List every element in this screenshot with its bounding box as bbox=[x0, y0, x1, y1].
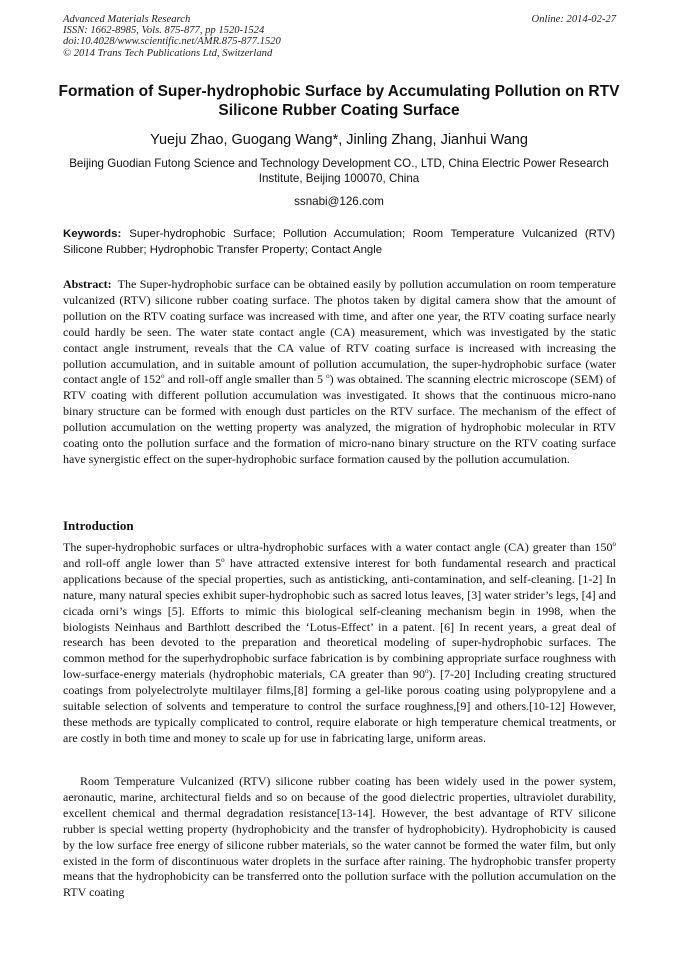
abstract-text-1: The Super-hydrophobic surface can be obtained easily by pollution accumulation on room temperature vulcanized (RTV) silicone rubber coating surface. The photos taken by digital camera show that the amount of pollution on the RTV coating surface was increased with time, and after one year, the RTV coating surface nearly could hardly be seen. The water state contact angle (CA) measurement, which was investigated by the static contact angle instrument, reveals that the CA value of RTV coating surface is increased with increasing the pollution accumulation, and in suitable amount of pollution accumulation, the super-hydrophobic surface (water contact angle of 152 bbox=[63, 277, 616, 387]
paper-title: Formation of Super-hydrophobic Surface by Accumulating Pollution on RTV Silicone Rubber Coating Surface bbox=[58, 83, 620, 119]
abstract bbox=[63, 277, 616, 468]
keywords bbox=[63, 226, 615, 258]
abstract-text-3: ) was obtained. The scanning electric microscope (SEM) of RTV coating with different pollution accumulation was investigated. It shows that the continuous micro-nano binary structure can be formed with enough dust particles on the RTV surface. The mechanism of the effect of pollution accumulation on the wetting property was analyzed, the migration of hydrophobic molecular in RTV coating onto the pollution surface and the formation of micro-nano binary structure on the RTV coating surface have synergistic effect on the super-hydrophobic surface formation caused by the pollution accumulation. bbox=[63, 372, 616, 466]
introduction-paragraph-2: Room Temperature Vulcanized (RTV) silicone rubber coating has been widely used in the power system, aeronautic, marine, architectural fields and so on because of the good dielectric properties, ultraviolet durability, excellent chemical and thermal degradation resistance[13-14]. However, the best advantage of RTV silicone rubber is special wetting property (hydrophobicity and the transfer of hydrophobicity). Hydrophobicity is caused by the low surface free energy of silicone rubber materials, so the water cannot be formed the water film, but only existed in the form of discontinuous water droplets in the surface after raining. The hydrophobic transfer property means that the hydrophobicity can be transferred onto the pollution surface with the pollution accumulation on the RTV coating bbox=[63, 774, 616, 900]
introduction-paragraph-1 bbox=[63, 540, 616, 747]
keywords-text: Super-hydrophobic Surface; Pollution Accumulation; Room Temperature Vulcanized (RTV) Silicone Rubber; Hydrophobic Transfer Property; Contact Angle bbox=[63, 228, 615, 256]
degree-sup: o bbox=[326, 372, 330, 381]
abstract-label: Abstract: bbox=[63, 277, 112, 291]
journal-copyright: © 2014 Trans Tech Publications Ltd, Switzerland bbox=[63, 47, 273, 59]
keywords-label: Keywords: bbox=[63, 228, 122, 240]
online-date: Online: 2014-02-27 bbox=[531, 14, 616, 25]
affiliation: Beijing Guodian Futong Science and Technology Development CO., LTD, China Electric Power Research Institute, Beijing 100070, China bbox=[69, 157, 609, 185]
journal-header bbox=[63, 14, 483, 59]
intro-text-c: have attracted extensive interest for both fundamental research and practical applications because of the special properties, such as antisticking, anti-contamination, and self-cleaning. [1-2] In nature, many natural species exhibit super-hydrophobic such as sacred lotus leaves, [3] water strider’s legs, [4] and cicada orni’s wings [5]. Efforts to mimic this biological self-cleaning mechanism begin in 1998, when the biologists Neinhaus and Barthlott described the ‘Lotus-Effect’ in a patent. [6] In recent years, a great deal of research has been devoted to the preparation and theoretical modeling of super-hydrophobic surfaces. The common method for the superhydrophobic surface fabrication is by combining appropriate surface roughness with low-surface-energy materials (hydrophobic materials, CA greater than 90 bbox=[63, 555, 616, 682]
degree-sup: o bbox=[161, 372, 165, 381]
journal-doi: doi:10.4028/www.scientific.net/AMR.875-877.1520 bbox=[63, 36, 281, 48]
journal-issn: ISSN: 1662-8985, Vols. 875-877, pp 1520-1524 bbox=[63, 25, 265, 37]
section-heading-introduction: Introduction bbox=[63, 518, 134, 533]
abstract-text-2: and roll-off angle smaller than 5 bbox=[164, 372, 327, 387]
intro-text-b: and roll-off angle lower than 5 bbox=[63, 555, 222, 570]
degree-sup: o bbox=[612, 540, 616, 548]
intro-text-d: ). [7-20] Including creating structured coatings from polyelectrolyte multilayer films,[8] forming a gel-like porous coating using polypropylene and a suitable selection of solvents and temperature to control the surface roughness,[9] and others.[10-12] However, these methods are typically complicated to control, require elaborate or high temperature chemical treatments, or are costly in both time and money to scale up for use in fabricating large, uniform areas. bbox=[63, 667, 616, 745]
author-list: Yueju Zhao, Guogang Wang*, Jinling Zhang, Jianhui Wang bbox=[150, 132, 528, 148]
degree-sup: o bbox=[221, 555, 225, 564]
contact-email: ssnabi@126.com bbox=[294, 195, 384, 208]
intro-text-a: The super-hydrophobic surfaces or ultra-hydrophobic surfaces with a water contact angle (CA) greater than 150 bbox=[63, 540, 613, 554]
degree-sup: o bbox=[424, 667, 429, 676]
journal-name: Advanced Materials Research bbox=[63, 14, 191, 25]
